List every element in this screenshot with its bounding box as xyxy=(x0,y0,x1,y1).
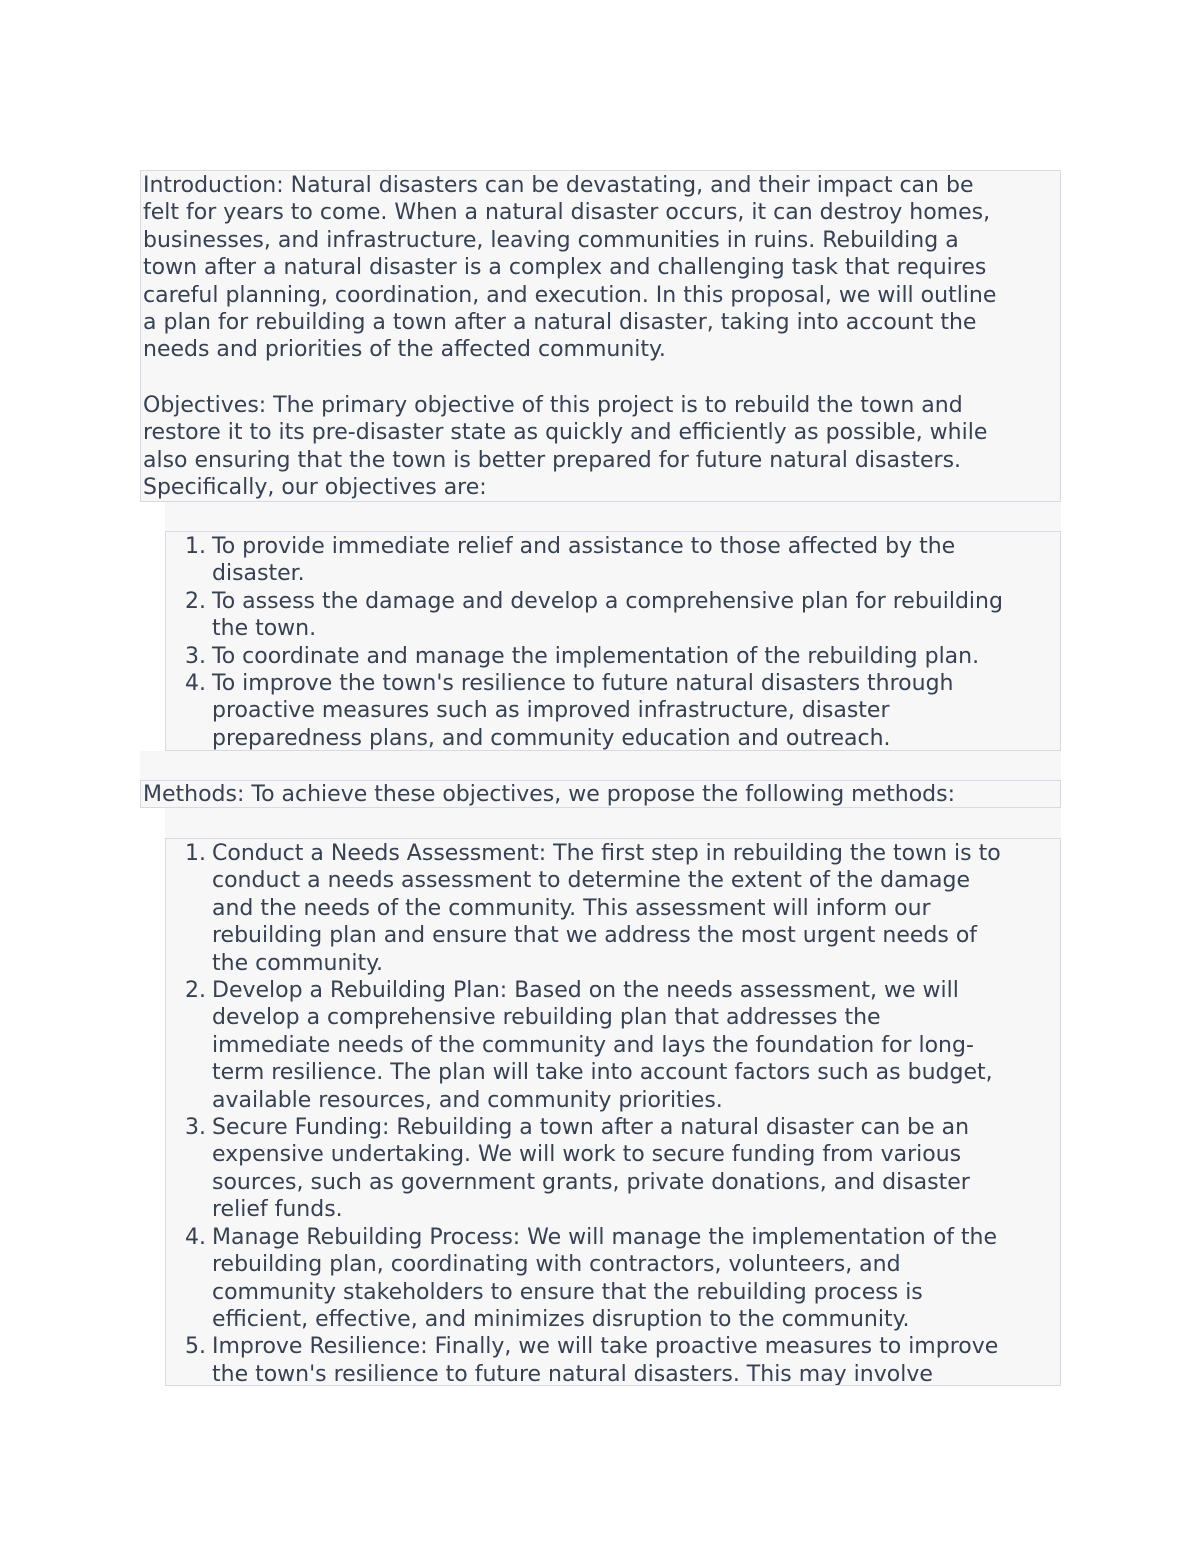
intro-line: town after a natural disaster is a complex and challenging task that requires xyxy=(143,255,987,281)
list-item-line: the town. xyxy=(212,616,317,642)
methods-intro: Methods: To achieve these objectives, we propose the following methods: xyxy=(143,782,956,807)
list-item-line: conduct a needs assessment to determine the extent of the damage xyxy=(212,868,970,894)
objectives-list xyxy=(165,531,1061,751)
list-number: 5. xyxy=(185,1334,206,1360)
intro-line: needs and priorities of the affected community. xyxy=(143,337,666,363)
list-item-line: To assess the damage and develop a comprehensive plan for rebuilding xyxy=(212,588,1003,614)
spacer-strip xyxy=(140,751,1061,781)
objective-item xyxy=(166,588,1060,643)
list-number: 3. xyxy=(185,1115,206,1141)
list-item-line: To improve the town's resilience to future natural disasters through xyxy=(212,671,954,697)
intro-line: careful planning, coordination, and execution. In this proposal, we will outline xyxy=(143,282,997,308)
list-item-line: efficient, effective, and minimizes disruption to the community. xyxy=(212,1306,910,1332)
list-number: 3. xyxy=(185,643,206,669)
list-number: 4. xyxy=(185,671,206,697)
list-number: 4. xyxy=(185,1224,206,1250)
method-item xyxy=(166,1114,1060,1224)
list-item-line: proactive measures such as improved infrastructure, disaster xyxy=(212,698,890,724)
objective-item xyxy=(166,670,1060,752)
list-item-line: relief funds. xyxy=(212,1197,343,1223)
intro-line: felt for years to come. When a natural disaster occurs, it can destroy homes, xyxy=(143,200,991,226)
list-item-line: immediate needs of the community and lays the foundation for long- xyxy=(212,1032,974,1058)
list-item-line: To coordinate and manage the implementation of the rebuilding plan. xyxy=(212,643,980,669)
method-item xyxy=(166,1333,1060,1386)
methods-list xyxy=(165,838,1061,1386)
list-item-line: community stakeholders to ensure that the rebuilding process is xyxy=(212,1279,923,1305)
intro-line: Introduction: Natural disasters can be devastating, and their impact can be xyxy=(143,173,974,198)
list-item-line: rebuilding plan, coordinating with contractors, volunteers, and xyxy=(212,1252,901,1278)
method-item xyxy=(166,977,1060,1114)
method-item xyxy=(166,1224,1060,1334)
list-item-line: Conduct a Needs Assessment: The first step in rebuilding the town is to xyxy=(212,841,1001,866)
list-item-line: preparedness plans, and community education and outreach. xyxy=(212,725,891,751)
intro-line: businesses, and infrastructure, leaving communities in ruins. Rebuilding a xyxy=(143,227,959,253)
list-item-line: develop a comprehensive rebuilding plan that addresses the xyxy=(212,1005,881,1031)
list-item-line: the community. xyxy=(212,950,384,976)
list-item-line: sources, such as government grants, private donations, and disaster xyxy=(212,1169,970,1195)
list-item-line: To provide immediate relief and assistance to those affected by the xyxy=(212,534,956,559)
list-item-line: Manage Rebuilding Process: We will manage the implementation of the xyxy=(212,1224,998,1250)
list-item-line: the town's resilience to future natural disasters. This may involve xyxy=(212,1361,933,1386)
objectives-line: Objectives: The primary objective of this project is to rebuild the town and xyxy=(143,392,963,418)
list-item-line: term resilience. The plan will take into account factors such as budget, xyxy=(212,1060,993,1086)
list-item-line: expensive undertaking. We will work to secure funding from various xyxy=(212,1142,962,1168)
list-item-line: Secure Funding: Rebuilding a town after a natural disaster can be an xyxy=(212,1115,970,1141)
intro-line: a plan for rebuilding a town after a natural disaster, taking into account the xyxy=(143,310,977,336)
intro-objectives-block xyxy=(140,170,1061,502)
objectives-line: Specifically, our objectives are: xyxy=(143,475,487,501)
list-number: 1. xyxy=(185,534,206,559)
list-number: 1. xyxy=(185,841,206,866)
list-item-line: disaster. xyxy=(212,561,305,587)
spacer-strip xyxy=(165,502,1061,532)
paragraph-gap xyxy=(143,364,1060,392)
objectives-paragraph xyxy=(143,392,1060,502)
list-item-line: Improve Resilience: Finally, we will take proactive measures to improve xyxy=(212,1334,999,1360)
objectives-line: also ensuring that the town is better prepared for future natural disasters. xyxy=(143,447,962,473)
introduction-paragraph xyxy=(143,172,1060,364)
list-item-line: and the needs of the community. This assessment will inform our xyxy=(212,895,931,921)
objective-item xyxy=(166,533,1060,588)
list-number: 2. xyxy=(185,978,206,1004)
objectives-line: restore it to its pre-disaster state as quickly and efficiently as possible, while xyxy=(143,420,988,446)
list-number: 2. xyxy=(185,588,206,614)
spacer-strip xyxy=(165,808,1061,839)
objective-item xyxy=(166,643,1060,670)
list-item-line: Develop a Rebuilding Plan: Based on the needs assessment, we will xyxy=(212,978,959,1004)
list-item-line: rebuilding plan and ensure that we address the most urgent needs of xyxy=(212,923,978,949)
method-item xyxy=(166,840,1060,977)
methods-intro-block xyxy=(140,780,1061,808)
list-item-line: available resources, and community priorities. xyxy=(212,1087,723,1113)
